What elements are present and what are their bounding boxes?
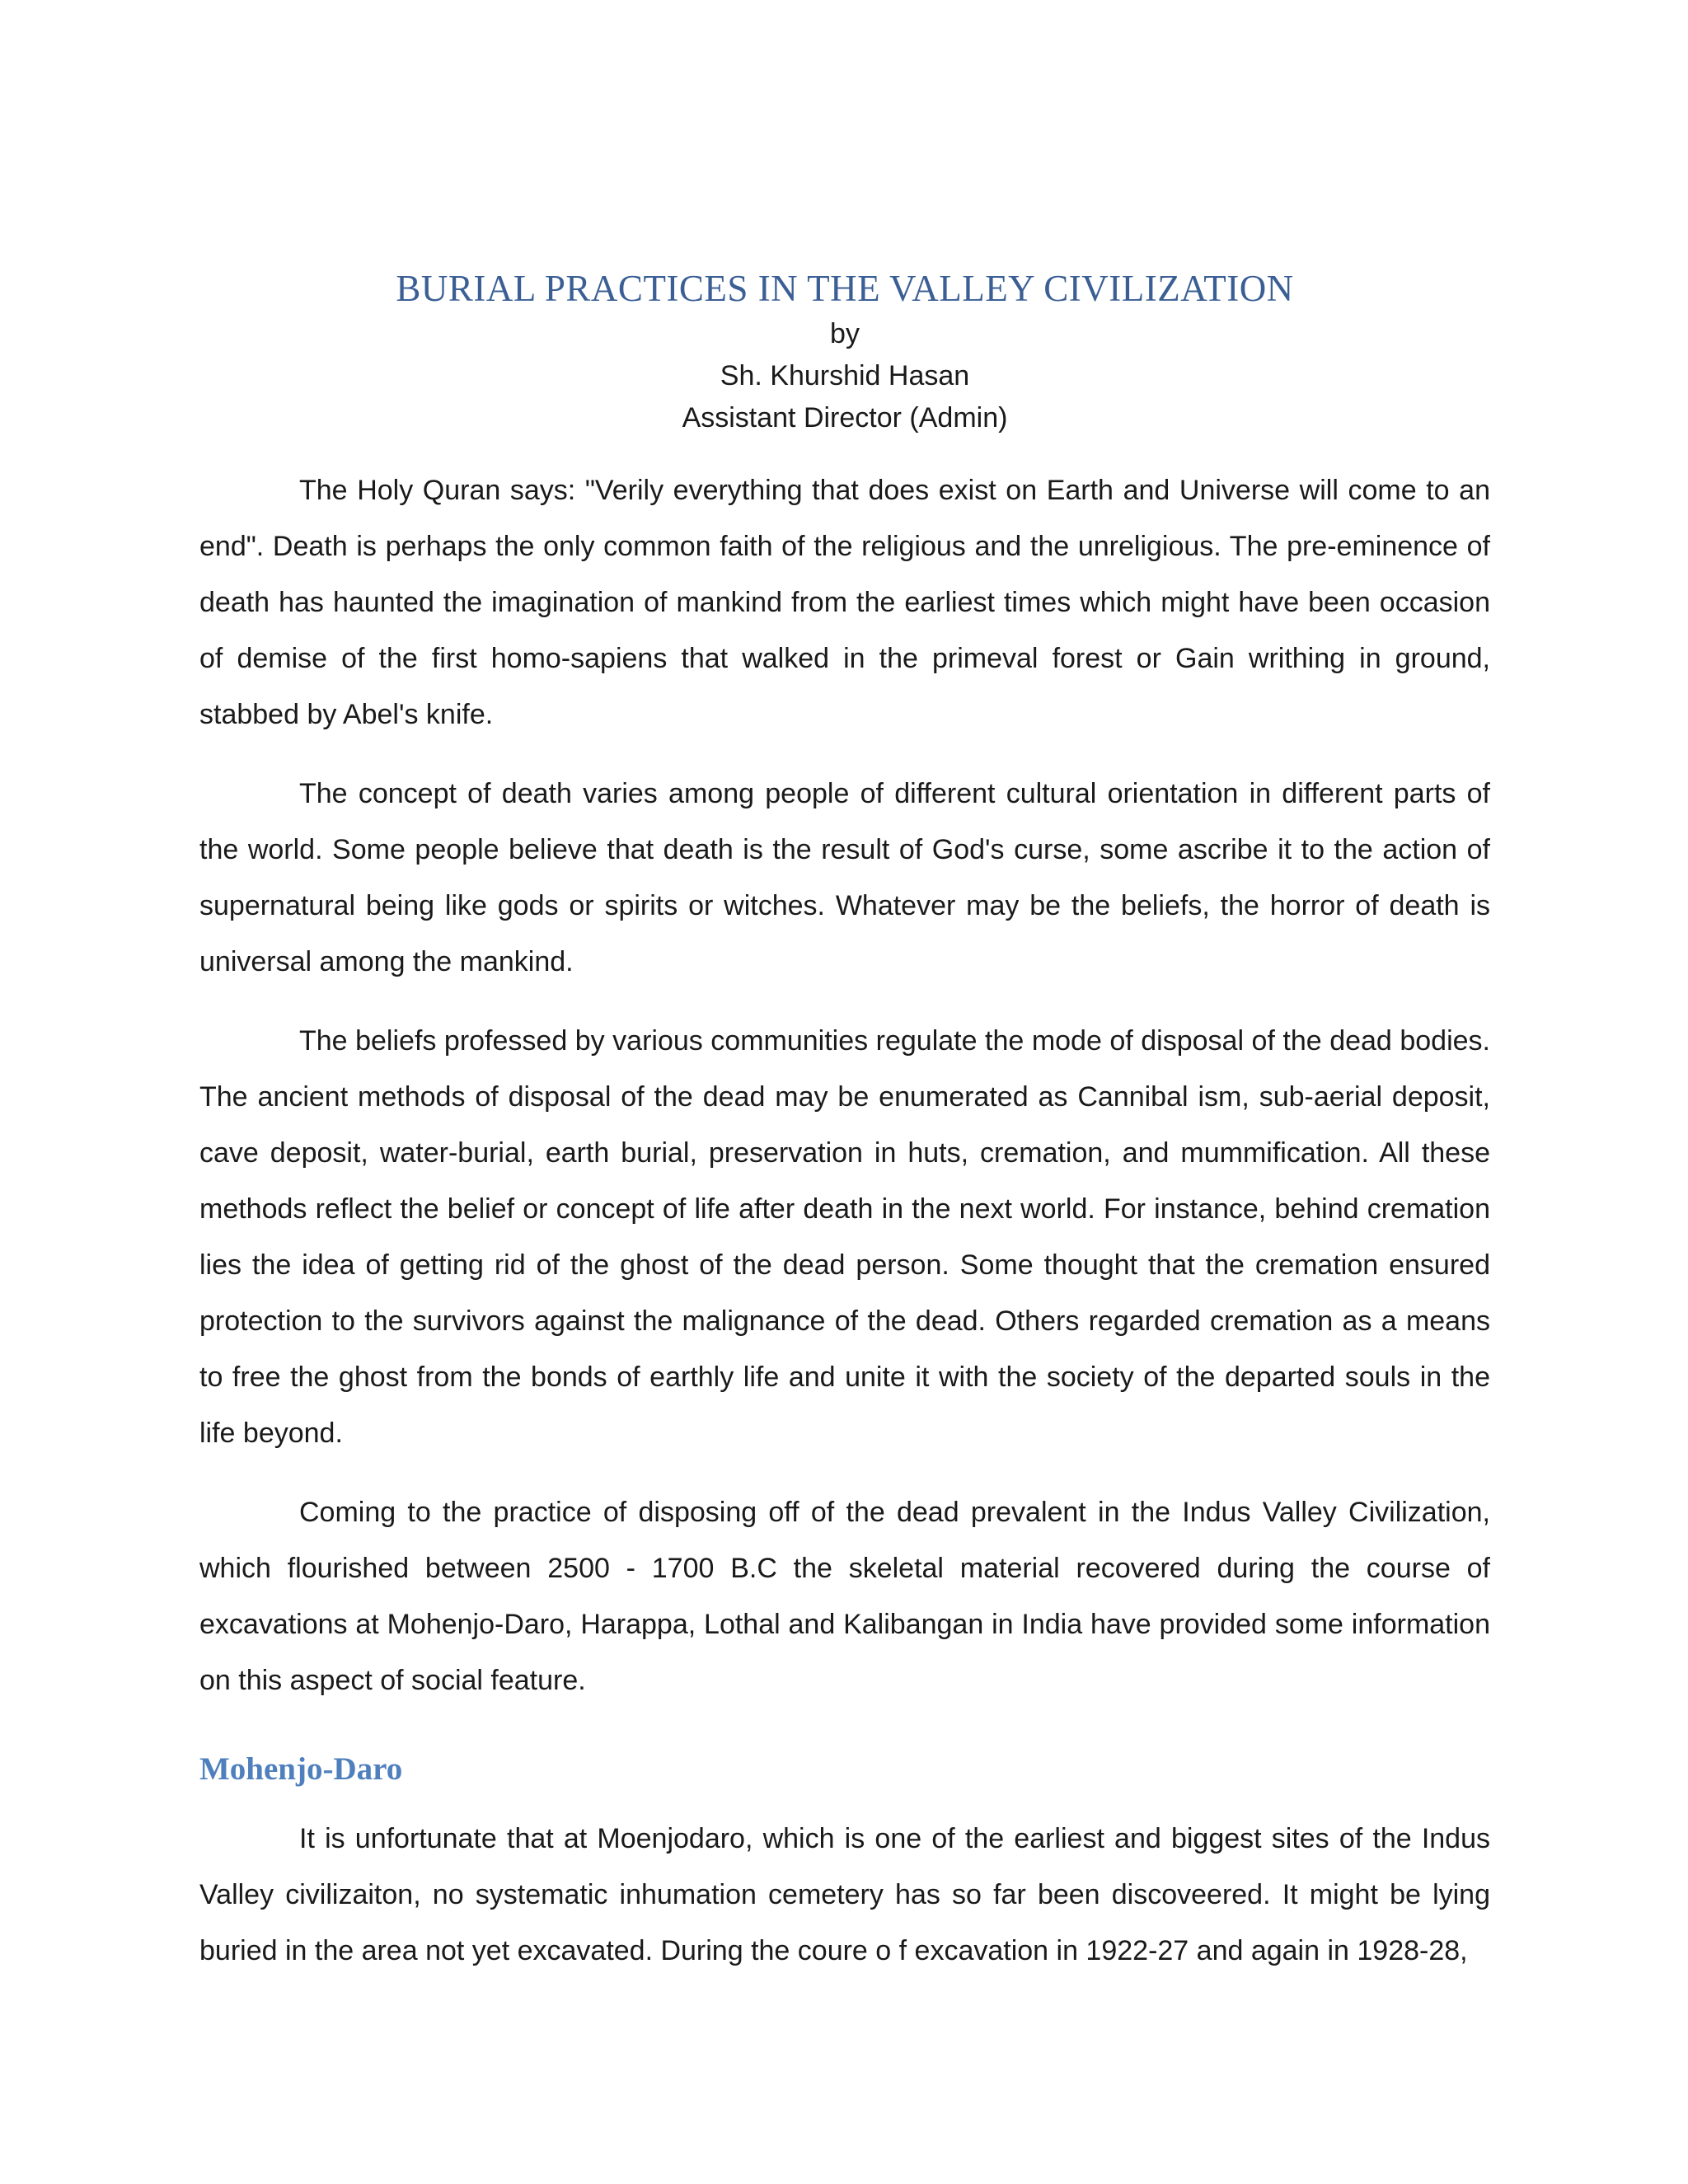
section-heading: Mohenjo-Daro [199,1751,403,1787]
paragraph-mohenjo-daro: It is unfortunate that at Moenjodaro, which is one of the earliest and biggest sites of the Indus Valley civilizaiton, no systematic inhumation cemetery has so far been discoveered. It might be lying buried in the area not yet excavated. During the coure o f excavation in 1922-27 and again in 1928-28, [199,1823,1490,1966]
paragraph-concept-of-death: The concept of death varies among people of different cultural orientation in different parts of the world. Some people believe that death is the result of God's curse, some ascribe it to the action of supernatural being like gods or spirits or witches. Whatever may be the beliefs, the horror of death is universal among the mankind. [199,778,1490,977]
author-position: Assistant Director (Admin) [682,402,1008,434]
document-title: BURIAL PRACTICES IN THE VALLEY CIVILIZATION [396,268,1294,309]
paragraph-disposal-methods: The beliefs professed by various communities regulate the mode of disposal of the dead bodies. The ancient methods of disposal of the dead may be enumerated as Cannibal ism, sub-aerial deposit, cave deposit, water-burial, earth burial, preservation in huts, cremation, and mummification. All these methods reflect the belief or concept of life after death in the next world. For instance, behind cremation lies the idea of getting rid of the ghost of the dead person. Some thought that the cremation ensured protection to the survivors against the malignance of the dead. Others regarded cremation as a means to free the ghost from the bonds of earthly life and unite it with the society of the departed souls in the life beyond. [199,1025,1490,1449]
byline-by: by [830,318,860,349]
paragraph-intro: The Holy Quran says: "Verily everything that does exist on Earth and Universe will come to an end". Death is perhaps the only common faith of the religious and the unreligious. The pre-eminence of death has haunted the imagination of mankind from the earliest times which might have been occasion of demise of the first homo-sapiens that walked in the primeval forest or Gain writhing in ground, stabbed by Abel's knife. [199,475,1490,730]
author-name: Sh. Khurshid Hasan [720,360,970,391]
paragraph-indus-valley: Coming to the practice of disposing off of the dead prevalent in the Indus Valley Civilization, which flourished between 2500 - 1700 B.C the skeletal material recovered during the course of excavations at Mohenjo-Daro, Harappa, Lothal and Kalibangan in India have provided some information on this aspect of social feature. [199,1497,1490,1696]
document-body [199,264,1490,1979]
